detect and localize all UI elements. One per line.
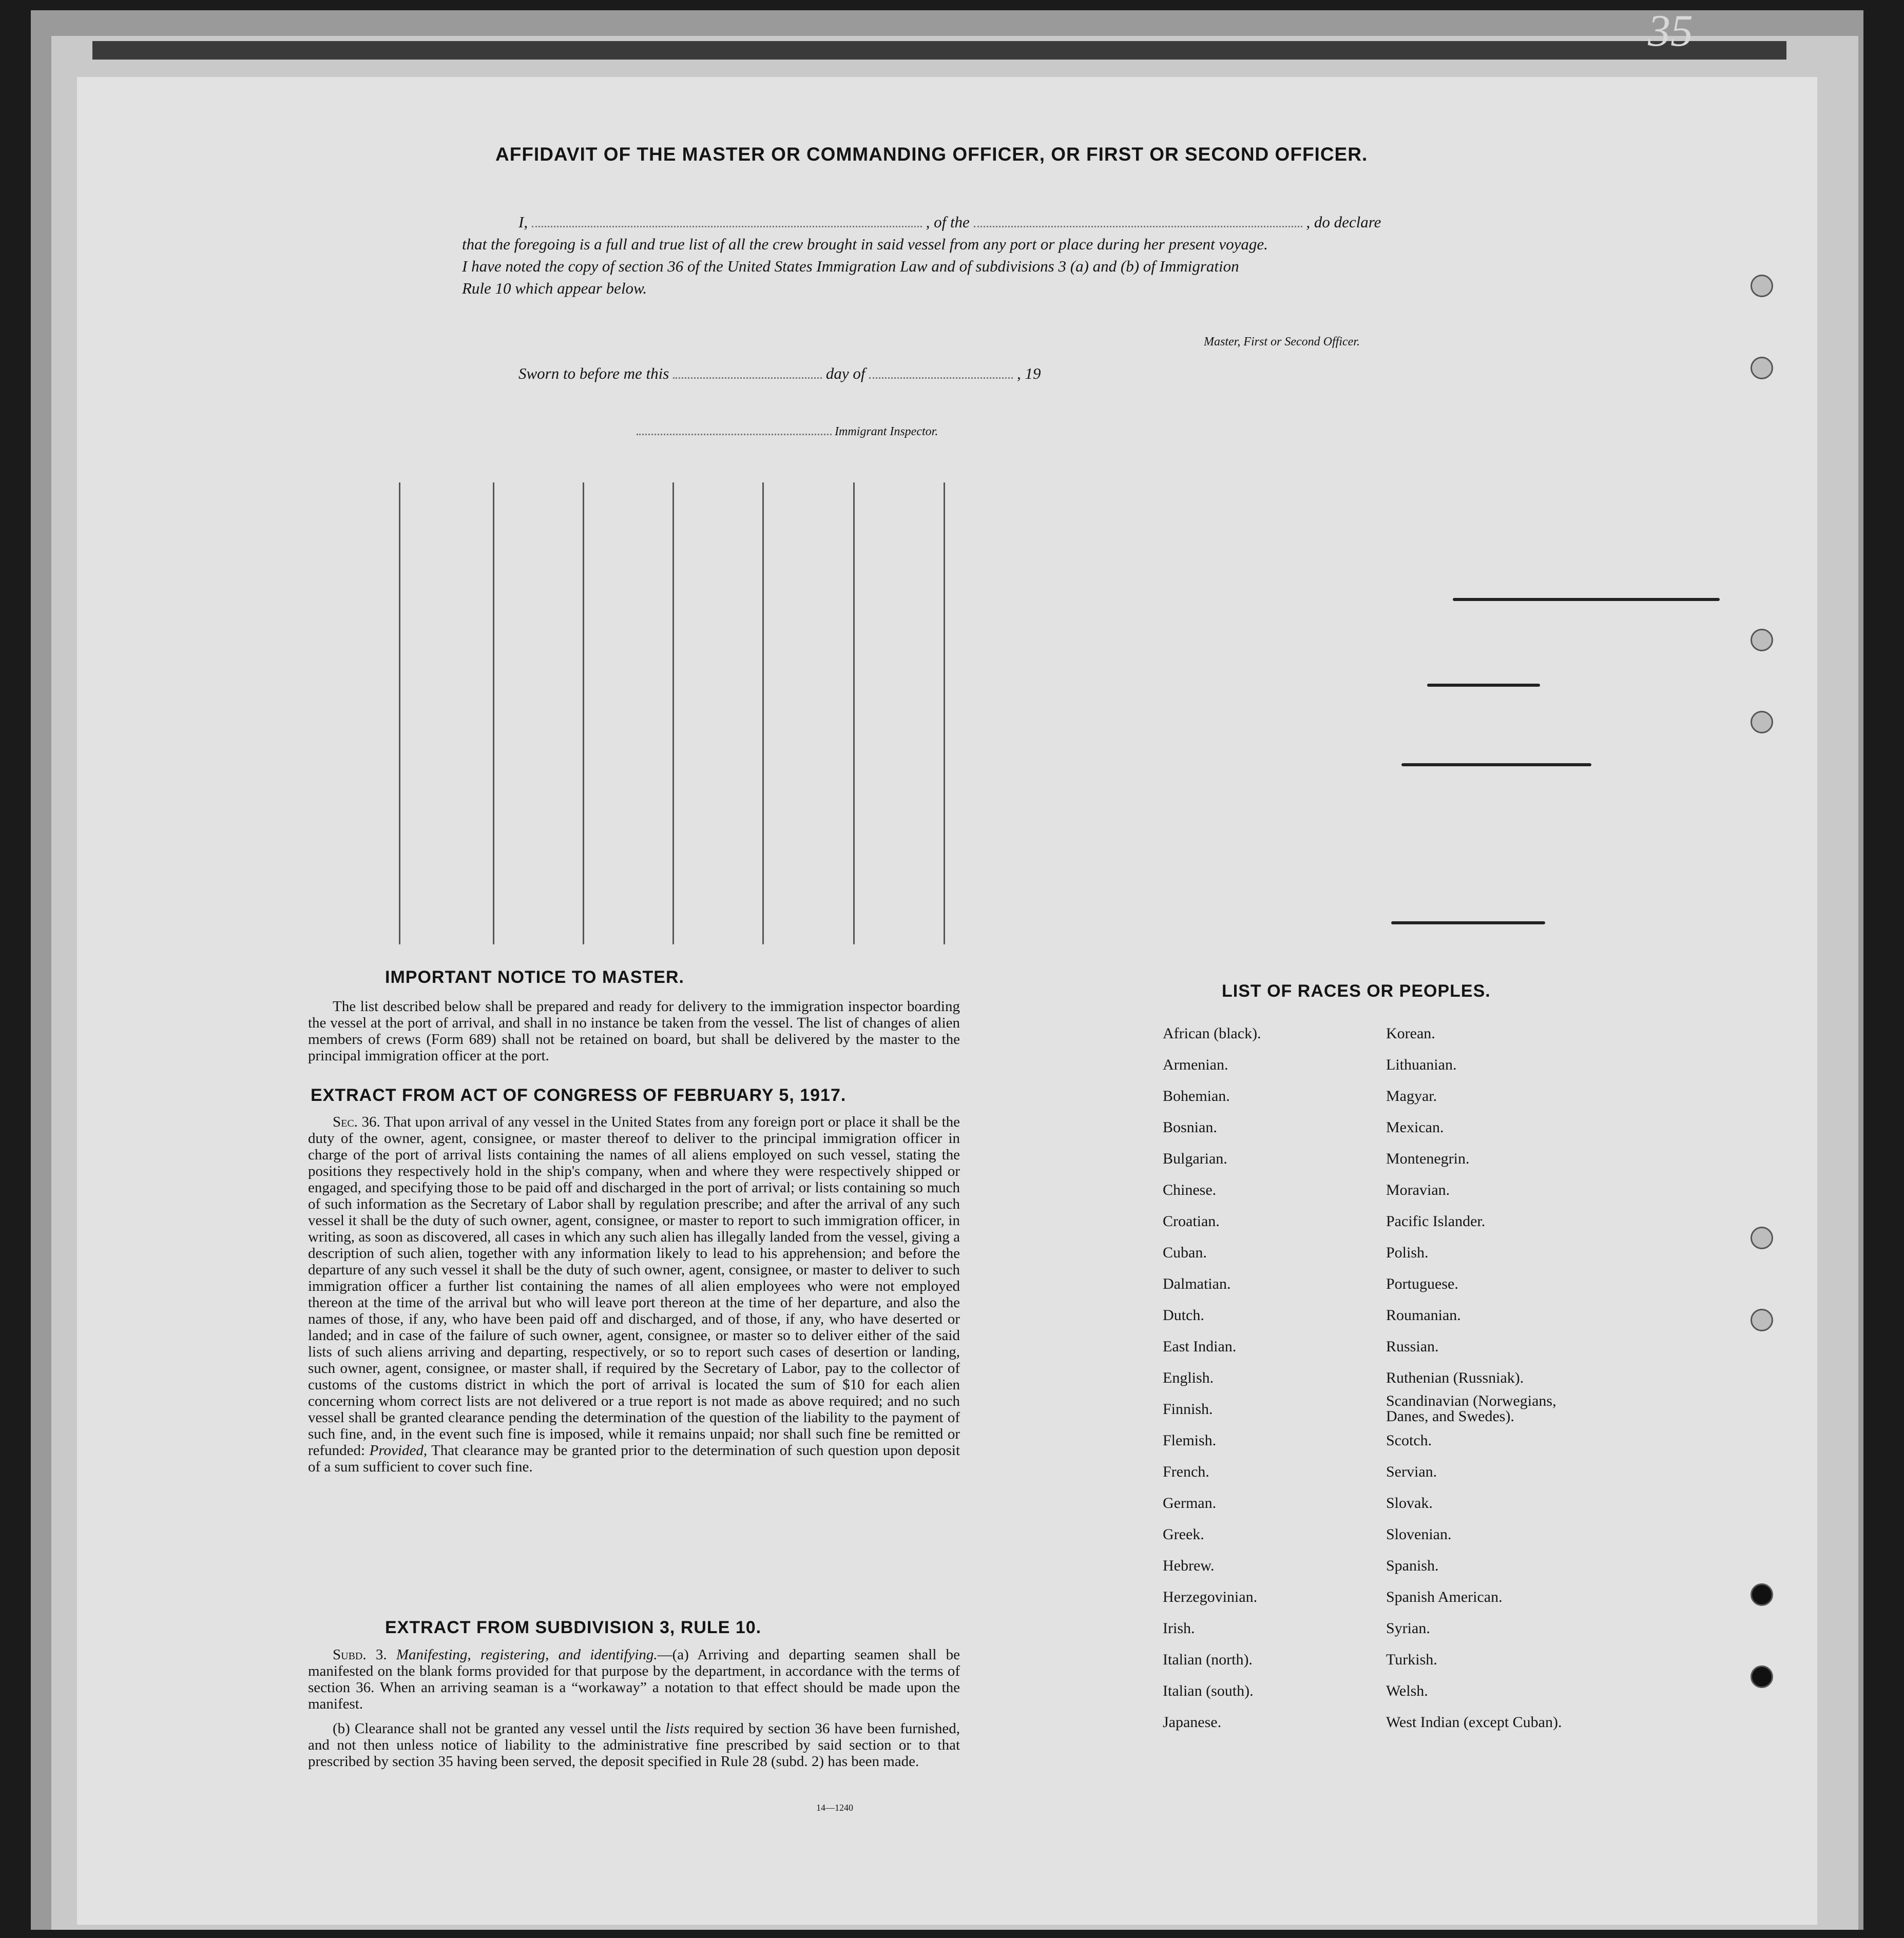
notice-title: IMPORTANT NOTICE TO MASTER.	[385, 967, 684, 987]
race-item: Montenegrin.	[1386, 1150, 1470, 1167]
ink-mark	[1427, 684, 1540, 687]
race-item: Servian.	[1386, 1463, 1437, 1480]
race-item: Turkish.	[1386, 1651, 1437, 1668]
sec-36-text-end: That clearance may be granted prior to the determination of such question upon deposit of a sum sufficient to cover such fine.	[308, 1442, 960, 1475]
race-item: Irish.	[1163, 1620, 1195, 1637]
race-item: Syrian.	[1386, 1620, 1430, 1637]
ink-mark	[1391, 921, 1545, 924]
race-item: Magyar.	[1386, 1088, 1437, 1104]
race-item: Dutch.	[1163, 1307, 1204, 1324]
race-item: Herzegovinian.	[1163, 1588, 1258, 1605]
binder-hole	[1751, 1227, 1773, 1249]
race-item: Ruthenian (Russniak).	[1386, 1369, 1524, 1386]
binder-hole	[1751, 275, 1773, 297]
affidavit-of-the: , of the	[926, 213, 970, 231]
subd-para-a: —(a) Arriving and departing seamen shall be manifested on the blank forms provided for that purpose by the department, in accordance with the terms of section 36. When an arriving seaman is a “workaway” a notation to that effect should be made upon the manifest.	[308, 1646, 960, 1712]
race-item: Flemish.	[1163, 1432, 1217, 1449]
race-item: Spanish American.	[1386, 1588, 1503, 1605]
race-item: Japanese.	[1163, 1714, 1222, 1731]
affidavit-title: AFFIDAVIT OF THE MASTER OR COMMANDING OFFICER, OR FIRST OR SECOND OFFICER.	[495, 144, 1368, 165]
race-item: French.	[1163, 1463, 1209, 1480]
lists-word: lists	[665, 1720, 690, 1737]
binder-hole	[1751, 1583, 1773, 1606]
race-item: Italian (south).	[1163, 1682, 1254, 1699]
race-item: West Indian (except Cuban).	[1386, 1714, 1562, 1731]
race-item: Polish.	[1386, 1244, 1429, 1261]
binder-hole	[1751, 1309, 1773, 1331]
act-text	[308, 1114, 960, 1475]
table-rule	[399, 482, 400, 944]
affidavit-line-2: that the foregoing is a full and true list of all the crew brought in said vessel from any port or place during her present voyage.	[462, 235, 1268, 253]
binder-hole	[1751, 1665, 1773, 1688]
race-item: Scandinavian (Norwegians, Danes, and Swedes).	[1386, 1392, 1556, 1425]
binder-hole	[1751, 711, 1773, 733]
race-item: Hebrew.	[1163, 1557, 1215, 1574]
table-rule	[944, 482, 945, 944]
affidavit-line-4: Rule 10 which appear below.	[462, 279, 647, 297]
race-item: Cuban.	[1163, 1244, 1207, 1261]
binding-strip	[92, 41, 1786, 60]
race-item: Slovak.	[1386, 1495, 1433, 1511]
sec-36-text: That upon arrival of any vessel in the United States from any foreign port or place it shall be the duty of the owner, agent, consignee, or master thereof to deliver to the principal immigration officer in charge of the port of arrival lists containing the names of all aliens employed on such vessel, stating the positions they respectively hold in the ship's company, when and where they were respectively shipped or engaged, and specifying those to be paid off and discharged in the port of arrival; or lists containing so much of such information as the Secretary of Labor shall by regulation prescribe; and after the arrival of any such vessel it shall be the duty of such owner, agent, consignee, or master to report to such immigration officer, in writing, as soon as discovered, all cases in which any such alien has illegally landed from the vessel, giving a description of such alien, together with any information likely to lead to his apprehension; and before the departure of any such vessel it shall be the duty of such owner, agent, consignee, or master to deliver to such immigration officer a further list containing the names of all alien employees who were not employed thereon at the time of the arrival but who will leave port thereon at the time of her departure, and also the names of those, if any, who have been paid off and discharged, and of those, if any, who have deserted or landed; and in case of the failure of such owner, agent, consignee, or master so to deliver either of the said lists of such aliens arriving and departing, respectively, or so to report such cases of desertion or landing, such owner, agent, consignee, or master shall, if required by the Secretary of Labor, pay to the collector of customs of the customs district in which the port of arrival is located the sum of $10 for each alien concerning whom correct lists are not delivered or a true report is not made as above required; and no such vessel shall be granted clearance pending the determination of the question of the liability to the payment of such fine, and, in the event such fine is imposed, while it remains unpaid; nor shall such fine be remitted or refunded:	[308, 1114, 960, 1459]
race-item: East Indian.	[1163, 1338, 1237, 1355]
rule-title: EXTRACT FROM SUBDIVISION 3, RULE 10.	[385, 1618, 762, 1637]
ink-mark	[1453, 598, 1720, 601]
race-item: Scotch.	[1386, 1432, 1432, 1449]
race-item: Russian.	[1386, 1338, 1439, 1355]
act-title: EXTRACT FROM ACT OF CONGRESS OF FEBRUARY 5, 1917.	[311, 1086, 847, 1105]
race-item: Portuguese.	[1386, 1275, 1458, 1292]
affidavit-line-3: I have noted the copy of section 36 of the United States Immigration Law and of subdivisions 3 (a) and (b) of Immigration	[462, 257, 1239, 275]
subd-title: Manifesting, registering, and identifying.	[396, 1646, 658, 1663]
affidavit-do-declare: , do declare	[1306, 213, 1381, 231]
race-item: Greek.	[1163, 1526, 1204, 1543]
table-rule	[493, 482, 494, 944]
race-item: English.	[1163, 1369, 1214, 1386]
race-item: Italian (north).	[1163, 1651, 1253, 1668]
race-item: Bulgarian.	[1163, 1150, 1227, 1167]
day-of-text: day of	[825, 364, 866, 382]
form-number: 14—1240	[816, 1803, 853, 1813]
table-rule	[583, 482, 584, 944]
document-page	[77, 77, 1817, 1925]
race-item: Moravian.	[1386, 1181, 1450, 1198]
race-item: African (black).	[1163, 1025, 1261, 1042]
year-text: , 19	[1016, 364, 1041, 382]
signature-label: Master, First or Second Officer.	[1204, 335, 1360, 348]
race-item: Korean.	[1386, 1025, 1435, 1042]
race-item: Spanish.	[1386, 1557, 1439, 1574]
race-item: Dalmatian.	[1163, 1275, 1231, 1292]
affidavit-line-1	[518, 213, 1381, 231]
sworn-line	[518, 364, 1041, 383]
binder-hole	[1751, 357, 1773, 379]
race-item: Pacific Islander.	[1386, 1213, 1486, 1230]
table-rule	[853, 482, 855, 944]
para-b-end: required by section 36 have been furnished, and not then unless notice of liability to the administrative fine prescribed by said section or to that prescribed by section 35 having been served, the deposit specified in Rule 28 (subd. 2) has been made.	[308, 1720, 960, 1770]
table-rule	[762, 482, 764, 944]
race-item: Armenian.	[1163, 1056, 1228, 1073]
rule-para-a	[308, 1646, 960, 1712]
races-title: LIST OF RACES OR PEOPLES.	[1222, 981, 1491, 1001]
sworn-text: Sworn to before me this	[518, 364, 669, 382]
binder-hole	[1751, 629, 1773, 651]
race-item: Welsh.	[1386, 1682, 1428, 1699]
inspector-line	[637, 425, 938, 439]
race-item: Bohemian.	[1163, 1088, 1230, 1104]
affidavit-i: I,	[518, 213, 528, 231]
race-item: Bosnian.	[1163, 1119, 1217, 1136]
page-number: 35	[1648, 6, 1693, 56]
race-item: German.	[1163, 1495, 1217, 1511]
race-item: Chinese.	[1163, 1181, 1217, 1198]
race-item: Mexican.	[1386, 1119, 1444, 1136]
race-item: Roumanian.	[1386, 1307, 1461, 1324]
race-item: Slovenian.	[1386, 1526, 1452, 1543]
para-b-start: (b) Clearance shall not be granted any vessel until the	[333, 1720, 661, 1737]
sec-label: Sec. 36.	[333, 1114, 380, 1130]
race-item: Lithuanian.	[1386, 1056, 1457, 1073]
notice-text: The list described below shall be prepared and ready for delivery to the immigration inspector boarding the vessel at the port of arrival, and shall in no instance be taken from the vessel. The list of changes of alien members of crews (Form 689) shall not be retained on board, but shall be delivered by the master to the principal immigration officer at the port.	[308, 998, 960, 1064]
rule-para-b	[308, 1720, 960, 1770]
race-item: Croatian.	[1163, 1213, 1220, 1230]
table-rule	[672, 482, 674, 944]
ink-mark	[1401, 763, 1591, 766]
subd-label: Subd. 3.	[333, 1646, 387, 1663]
provided-word: Provided,	[369, 1442, 428, 1459]
race-item: Finnish.	[1163, 1401, 1213, 1418]
inspector-label: Immigrant Inspector.	[835, 425, 938, 438]
